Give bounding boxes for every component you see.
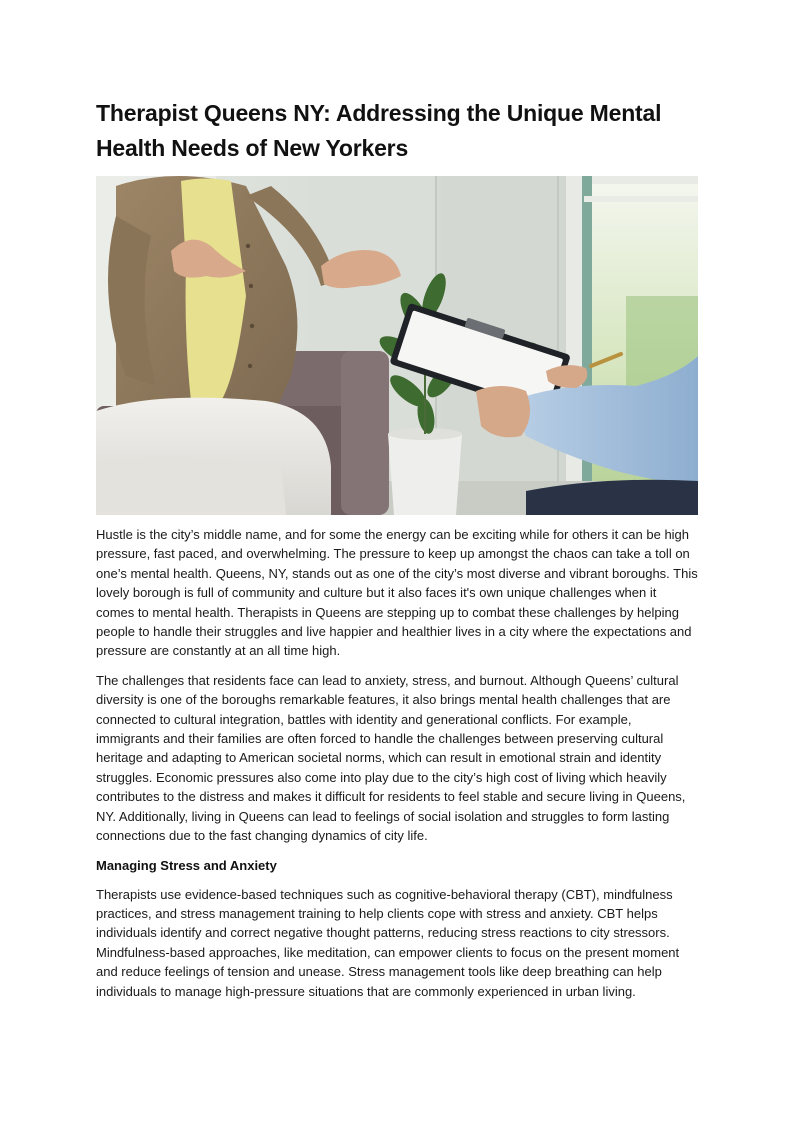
section-heading: Managing Stress and Anxiety <box>96 857 277 873</box>
document-page <box>96 96 698 1011</box>
section-paragraph: Therapists use evidence-based techniques such as cognitive-behavioral therapy (CBT), mindfulness practices, and stress management training to help clients cope with stress and anxiety. CBT helps individuals identify and correct negative thought patterns, reducing stress reactions to city stressors. Mindfulness-based approaches, like meditation, can empower clients to focus on the present moment and reduce feelings of tension and unease. Stress management tools like deep breathing can help individuals to manage high-pressure situations that are commonly experienced in urban living. <box>96 886 680 999</box>
therapy-session-photo <box>96 176 698 515</box>
intro-paragraph: Hustle is the city’s middle name, and for some the energy can be exciting while for others it can be high pressure, fast paced, and overwhelming. The pressure to keep up amongst the chaos can take a toll on one’s mental health. Queens, NY, stands out as one of the city’s most diverse and vibrant boroughs. This lovely borough is full of community and culture but it also faces it's own unique challenges when it comes to mental health. Therapists in Queens are stepping up to combat these challenges by helping people to handle their struggles and live happier and healthier lives in a city where the expectations and pressure are constantly at an all time high. <box>96 527 698 659</box>
challenges-paragraph: The challenges that residents face can lead to anxiety, stress, and burnout. Although Queens’ cultural diversity is one of the boroughs remarkable features, it also brings mental health challenges that are connected to cultural integration, battles with identity and generational conflicts. For example, immigrants and their families are often forced to handle the challenges between preserving cultural heritage and adapting to American societal norms, which can result in emotional strain and identity struggles. Economic pressures also come into play due to the city’s high cost of living which heavily contributes to the distress and makes it difficult for residents to feel stable and secure living in Queens, NY. Additionally, living in Queens can lead to feelings of social isolation and struggles to form lasting connections due to the fast changing dynamics of city life. <box>96 672 686 844</box>
article-title: Therapist Queens NY: Addressing the Unique Mental Health Needs of New Yorkers <box>96 100 662 161</box>
